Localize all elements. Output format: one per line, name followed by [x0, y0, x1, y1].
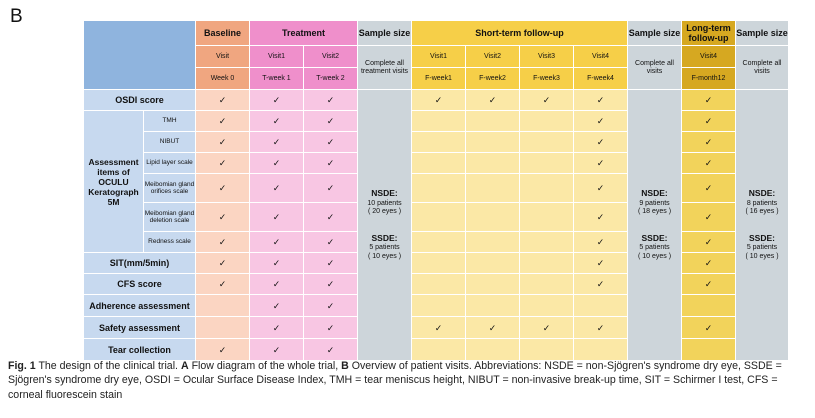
table-row: [84, 90, 789, 111]
sample-ssde-eyes: ( 10 eyes ): [367, 252, 402, 260]
sample-ssde-patients: 5 patients: [369, 244, 400, 251]
complete-visits-3: Complete all visits: [736, 46, 789, 90]
row-label: Adherence assessment: [84, 295, 196, 317]
visit-label: Visit4: [574, 46, 628, 68]
visit-label: Visit2: [466, 46, 520, 68]
check-mark: ✓: [682, 174, 736, 203]
check-mark: ✓: [574, 90, 628, 111]
check-mark: ✓: [466, 317, 520, 339]
sample-size-s1: [358, 90, 412, 361]
row-sublabel: Meibomian gland orifices scale: [144, 174, 196, 203]
check-mark: ✓: [250, 232, 304, 253]
sample-nsde-patients: 9 patients: [639, 199, 670, 207]
row-sublabel: Meibomian gland deletion scale: [144, 203, 196, 232]
caption-text-2: Flow diagram of the whole trial,: [191, 360, 339, 372]
week-label: Week 0: [196, 68, 250, 90]
check-mark: ✓: [682, 153, 736, 174]
row-label: SIT(mm/5min): [84, 253, 196, 274]
header-baseline: Baseline: [196, 21, 250, 46]
empty-cell: [196, 295, 250, 317]
check-mark: ✓: [304, 232, 358, 253]
check-mark: ✓: [196, 90, 250, 111]
table-row: [84, 232, 789, 253]
check-mark: ✓: [250, 174, 304, 203]
row-sublabel: Lipid layer scale: [144, 153, 196, 174]
sample-nsde-patients: 10 patients: [367, 199, 402, 207]
row-sublabel: Redness scale: [144, 232, 196, 253]
sample-nsde-eyes: ( 18 eyes ): [637, 208, 672, 215]
check-mark: ✓: [304, 317, 358, 339]
empty-cell: [196, 317, 250, 339]
check-mark: ✓: [574, 253, 628, 274]
check-mark: ✓: [250, 339, 304, 361]
sample-ssde-label: SSDE:: [641, 232, 668, 243]
check-mark: ✓: [574, 111, 628, 132]
table-row: [84, 274, 789, 295]
caption-b: B: [341, 360, 349, 372]
empty-cell: [682, 339, 736, 361]
empty-cell: [520, 253, 574, 274]
table-row: [84, 132, 789, 153]
check-mark: ✓: [196, 153, 250, 174]
empty-cell: [412, 339, 466, 361]
check-mark: ✓: [304, 153, 358, 174]
header-short-term: Short-term follow-up: [412, 21, 628, 46]
empty-cell: [466, 295, 520, 317]
check-mark: ✓: [682, 203, 736, 232]
check-mark: ✓: [466, 90, 520, 111]
empty-cell: [466, 232, 520, 253]
caption-text-3: Overview of patient visits. Abbreviations: NSDE = non-Sjögren's syndrome dry eye, SSDE = Sjögren's syndrome dry eye, OSDI = Ocular Surface Disease Index, TMH = tear meniscus height, NIBUT = non-invasive break-up time, SIT = Schirmer I test, CFS = corneal fluorescein stain: [8, 360, 782, 401]
check-mark: ✓: [250, 111, 304, 132]
check-mark: ✓: [574, 153, 628, 174]
check-mark: ✓: [250, 132, 304, 153]
empty-cell: [574, 295, 628, 317]
table-row: [84, 111, 789, 132]
sample-nsde-label: NSDE:: [748, 188, 776, 198]
empty-cell: [412, 232, 466, 253]
empty-cell: [520, 295, 574, 317]
empty-cell: [412, 274, 466, 295]
table-row: [84, 153, 789, 174]
week-label: F-month12: [682, 68, 736, 90]
check-mark: ✓: [574, 317, 628, 339]
sample-nsde-label: NSDE:: [371, 188, 398, 198]
check-mark: ✓: [304, 253, 358, 274]
week-label: F-week2: [466, 68, 520, 90]
row-label: Tear collection: [84, 339, 196, 361]
check-mark: ✓: [304, 111, 358, 132]
empty-cell: [466, 274, 520, 295]
header-treatment: Treatment: [250, 21, 358, 46]
week-label: F-week3: [520, 68, 574, 90]
empty-cell: [520, 132, 574, 153]
sample-nsde-eyes: ( 20 eyes ): [367, 208, 402, 215]
empty-cell: [412, 132, 466, 153]
table-row: [84, 21, 789, 46]
row-sublabel: NIBUT: [144, 132, 196, 153]
check-mark: ✓: [574, 274, 628, 295]
empty-cell: [520, 203, 574, 232]
empty-cell: [520, 232, 574, 253]
check-mark: ✓: [682, 132, 736, 153]
week-label: F-week4: [574, 68, 628, 90]
check-mark: ✓: [574, 132, 628, 153]
check-mark: ✓: [196, 203, 250, 232]
table-row: [84, 295, 789, 317]
row-label: OSDI score: [84, 90, 196, 111]
check-mark: ✓: [304, 295, 358, 317]
visit-label: Visit2: [304, 46, 358, 68]
empty-cell: [520, 111, 574, 132]
sample-ssde-eyes: ( 10 eyes ): [637, 252, 672, 260]
empty-cell: [466, 253, 520, 274]
complete-visits-1: Complete all treatment visits: [358, 46, 412, 90]
row-label: Safety assessment: [84, 317, 196, 339]
empty-cell: [520, 174, 574, 203]
check-mark: ✓: [412, 90, 466, 111]
empty-cell: [412, 174, 466, 203]
table-row: [84, 339, 789, 361]
visit-overview-table: [83, 20, 789, 361]
check-mark: ✓: [304, 90, 358, 111]
caption-fig-label: Fig. 1: [8, 360, 36, 372]
check-mark: ✓: [520, 317, 574, 339]
caption-a: A: [180, 360, 189, 372]
visit-label: Visit1: [412, 46, 466, 68]
empty-cell: [412, 203, 466, 232]
check-mark: ✓: [250, 253, 304, 274]
visit-label: Visit: [196, 46, 250, 68]
empty-cell: [520, 339, 574, 361]
empty-cell: [520, 274, 574, 295]
visit-label: Visit1: [250, 46, 304, 68]
check-mark: ✓: [304, 203, 358, 232]
assessment-group-label: Assessment items of OCULU Keratograph 5M: [84, 111, 144, 253]
sample-nsde-eyes: ( 16 eyes ): [745, 208, 779, 215]
check-mark: ✓: [250, 274, 304, 295]
empty-cell: [466, 174, 520, 203]
sample-ssde-patients: 5 patients: [639, 244, 670, 251]
check-mark: ✓: [196, 253, 250, 274]
check-mark: ✓: [196, 111, 250, 132]
empty-cell: [412, 295, 466, 317]
empty-cell: [466, 111, 520, 132]
check-mark: ✓: [682, 232, 736, 253]
visit-label: Visit3: [520, 46, 574, 68]
header-blank: [84, 21, 196, 90]
sample-size-s3: [736, 90, 789, 361]
check-mark: ✓: [682, 90, 736, 111]
table-row: [84, 253, 789, 274]
panel-letter: B: [10, 6, 23, 27]
check-mark: ✓: [250, 317, 304, 339]
week-label: T-week 2: [304, 68, 358, 90]
sample-ssde-patients: 5 patients: [746, 244, 778, 251]
empty-cell: [682, 295, 736, 317]
row-sublabel: TMH: [144, 111, 196, 132]
row-label: CFS score: [84, 274, 196, 295]
table-row: [84, 174, 789, 203]
check-mark: ✓: [574, 203, 628, 232]
sample-ssde-eyes: ( 10 eyes ): [745, 252, 779, 260]
check-mark: ✓: [196, 132, 250, 153]
check-mark: ✓: [304, 132, 358, 153]
empty-cell: [412, 111, 466, 132]
check-mark: ✓: [304, 274, 358, 295]
header-sample-size-3: Sample size: [736, 21, 789, 46]
empty-cell: [466, 132, 520, 153]
sample-nsde-patients: 8 patients: [746, 199, 778, 207]
check-mark: ✓: [574, 232, 628, 253]
check-mark: ✓: [682, 317, 736, 339]
complete-visits-2: Complete all visits: [628, 46, 682, 90]
check-mark: ✓: [196, 339, 250, 361]
caption-text-1: The design of the clinical trial.: [38, 360, 178, 372]
check-mark: ✓: [250, 295, 304, 317]
header-long-term: Long-term follow-up: [682, 21, 736, 46]
sample-ssde-label: SSDE:: [749, 232, 775, 243]
header-sample-size-2: Sample size: [628, 21, 682, 46]
empty-cell: [574, 339, 628, 361]
check-mark: ✓: [304, 339, 358, 361]
empty-cell: [520, 153, 574, 174]
figure-caption: [8, 359, 813, 402]
check-mark: ✓: [574, 174, 628, 203]
check-mark: ✓: [250, 153, 304, 174]
check-mark: ✓: [304, 174, 358, 203]
empty-cell: [466, 339, 520, 361]
check-mark: ✓: [520, 90, 574, 111]
table-row: [84, 203, 789, 232]
header-sample-size-1: Sample size: [358, 21, 412, 46]
empty-cell: [412, 253, 466, 274]
check-mark: ✓: [196, 232, 250, 253]
table-row: [84, 317, 789, 339]
check-mark: ✓: [250, 90, 304, 111]
check-mark: ✓: [682, 111, 736, 132]
check-mark: ✓: [412, 317, 466, 339]
empty-cell: [412, 153, 466, 174]
sample-ssde-label: SSDE:: [371, 232, 398, 243]
empty-cell: [466, 153, 520, 174]
check-mark: ✓: [682, 274, 736, 295]
check-mark: ✓: [196, 174, 250, 203]
visit-label: Visit4: [682, 46, 736, 68]
check-mark: ✓: [682, 253, 736, 274]
sample-size-s2: [628, 90, 682, 361]
sample-nsde-label: NSDE:: [641, 188, 668, 198]
check-mark: ✓: [196, 274, 250, 295]
empty-cell: [466, 203, 520, 232]
check-mark: ✓: [250, 203, 304, 232]
week-label: T-week 1: [250, 68, 304, 90]
week-label: F-week1: [412, 68, 466, 90]
